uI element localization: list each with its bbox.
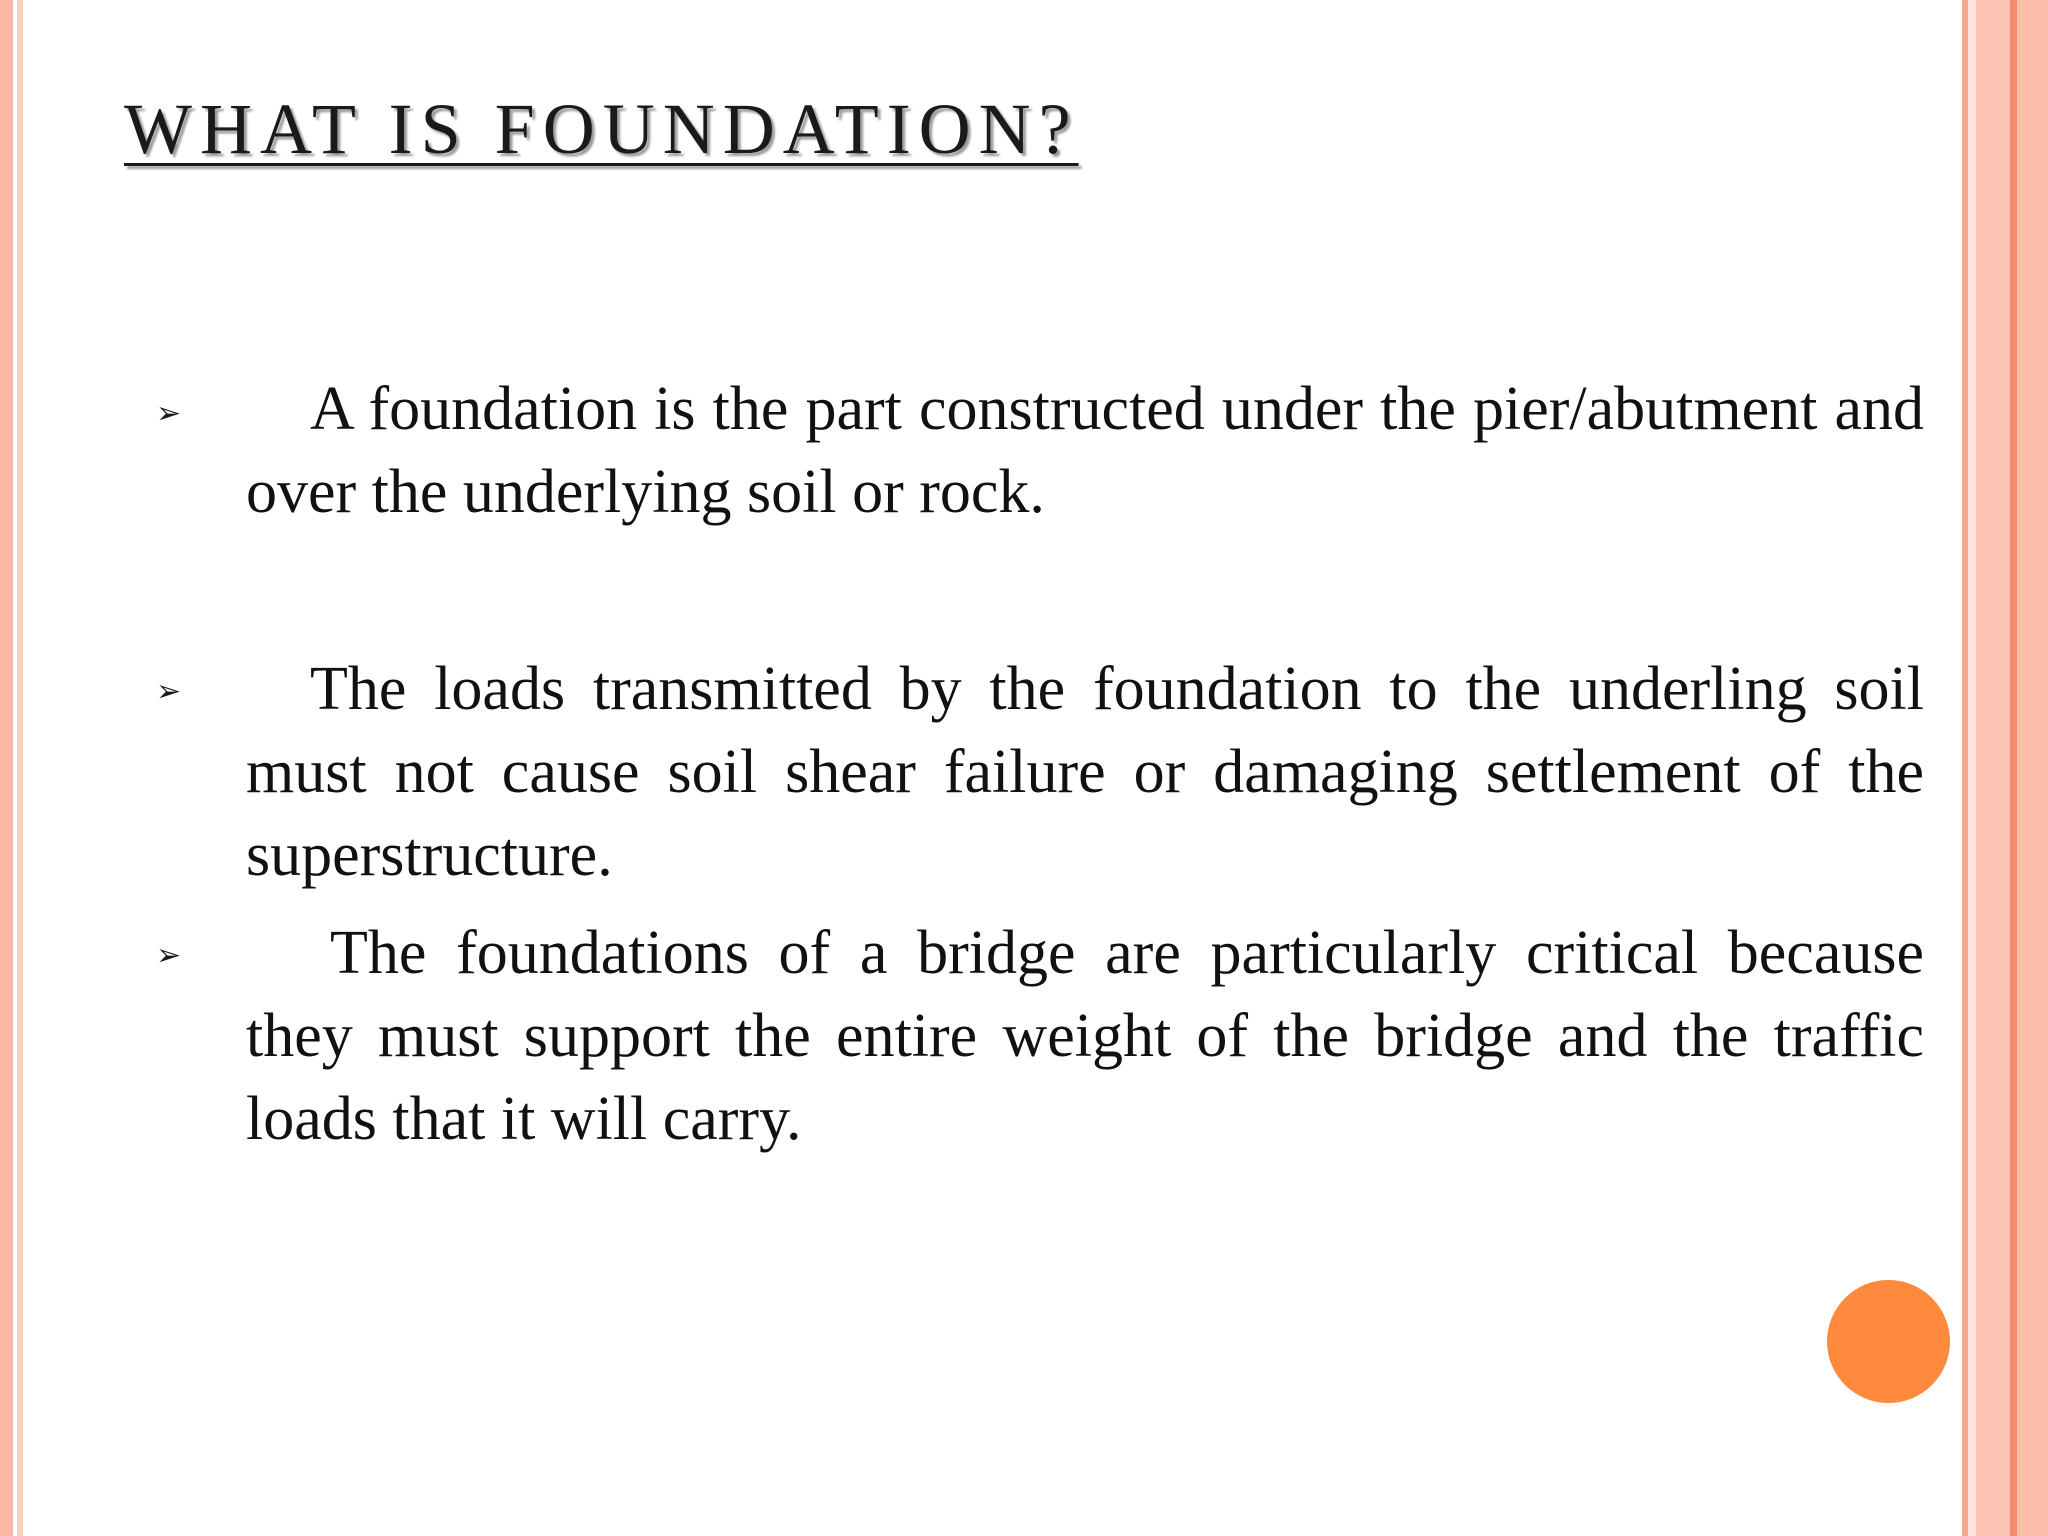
left-border-stripe [0, 0, 13, 1536]
slide-title: WHAT IS FOUNDATION? [124, 89, 1079, 169]
bullet-arrow-icon: ➢ [156, 938, 182, 973]
bullet-text: The foundations of a bridge are particularly critical because they must support the entire weight of the bridge and the traffic loads that it will carry. [246, 919, 1924, 1153]
right-border-stripe [1968, 0, 1976, 1536]
bullet-arrow-icon: ➢ [156, 674, 182, 709]
bullet-text: A foundation is the part constructed under the pier/abutment and over the underlying soil or rock. [246, 375, 1924, 526]
orange-circle-decoration [1827, 1280, 1950, 1403]
bullet-arrow-icon: ➢ [156, 396, 182, 431]
right-border-stripe [2017, 0, 2048, 1536]
bullet-text: The loads transmitted by the foundation to the underling soil must not cause soil shear failure or damaging settlement of the superstructure. [246, 655, 1924, 889]
right-border-stripe [1976, 0, 2010, 1536]
left-border-stripe-inner [17, 0, 23, 1536]
right-border-stripe [2010, 0, 2017, 1536]
